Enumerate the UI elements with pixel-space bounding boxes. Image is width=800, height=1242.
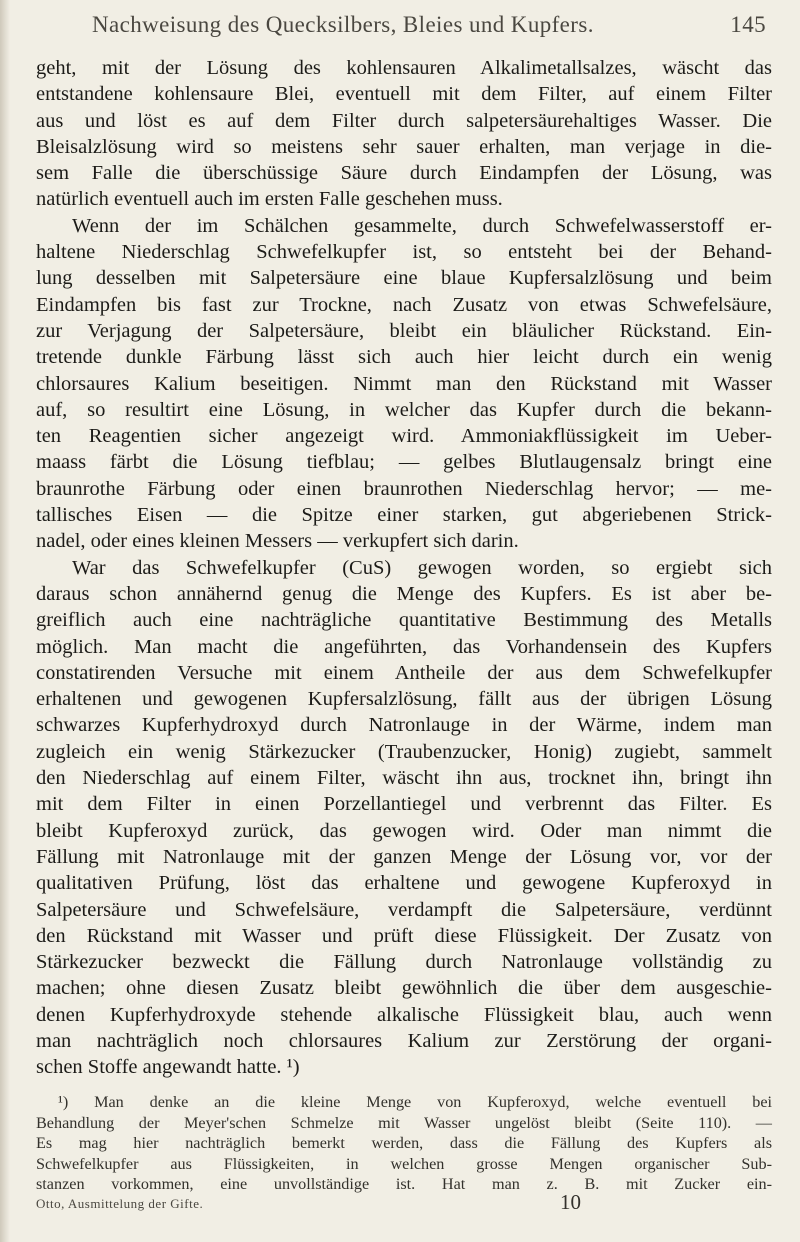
text-line: ten Reagentien sicher angezeigt wird. Ammoniakflüssigkeit im Ueber- [36, 425, 772, 448]
text-line: Fällung mit Natronlauge mit der ganzen Menge der Lösung vor, vor der [36, 845, 772, 868]
text-line: tretende dunkle Färbung lässt sich auch hier leicht durch ein wenig [36, 346, 772, 369]
footnote-line: stanzen vorkommen, eine unvollständige ist. Hat man z. B. mit Zucker ein- [36, 1175, 772, 1193]
text-line: Salpetersäure und Schwefelsäure, verdampft die Salpetersäure, verdünnt [36, 898, 772, 921]
text-line: den Niederschlag auf einem Filter, wäscht ihn aus, trocknet ihn, bringt ihn [36, 767, 772, 790]
text-line: zur Verjagung der Salpetersäure, bleibt ein bläulicher Rückstand. Ein- [36, 319, 772, 342]
text-line: daraus schon annähernd genug die Menge des Kupfers. Es ist aber be- [36, 582, 772, 605]
text-line: maass färbt die Lösung tiefblau; — gelbes Blutlaugensalz bringt eine [36, 451, 772, 474]
signature-mark: Otto, Ausmittelung der Gifte. [36, 1196, 204, 1211]
text-line: man nachträglich noch chlorsaures Kalium zur Zerstörung der organi- [36, 1029, 772, 1052]
signature-number: 10 [560, 1190, 581, 1214]
text-line: greiflich auch eine nachträgliche quantitative Bestimmung des Metalls [36, 609, 772, 632]
text-line: geht, mit der Lösung des kohlensauren Alkalimetallsalzes, wäscht das [36, 57, 772, 79]
footnote-line: Behandlung der Meyer'schen Schmelze mit Wasser ungelöst bleibt (Seite 110). — [36, 1113, 772, 1132]
running-header [92, 12, 772, 38]
text-line: natürlich eventuell auch im ersten Falle geschehen muss. [36, 188, 503, 211]
footnote-line: Es mag hier nachträglich bemerkt werden, dass die Fällung des Kupfers als [36, 1134, 772, 1152]
text-line: Eindampfen bis fast zur Trockne, nach Zusatz von etwas Schwefelsäure, [36, 293, 772, 316]
text-line: lung desselben mit Salpetersäure eine blaue Kupfersalzlösung und beim [36, 267, 772, 290]
text-line: braunrothe Färbung oder einen braunrothen Niederschlag hervor; — me- [36, 477, 772, 500]
footnote-line: Schwefelkupfer aus Flüssigkeiten, in welchen grosse Mengen organischer Sub- [36, 1154, 772, 1173]
text-line: bleibt Kupferoxyd zurück, das gewogen wird. Oder man nimmt die [36, 819, 772, 842]
running-title: Nachweisung des Quecksilbers, Bleies und Kupfers. [92, 12, 594, 37]
text-line: Bleisalzlösung wird so meistens sehr sauer erhalten, man verjage in die- [36, 135, 772, 158]
text-line: tallisches Eisen — die Spitze einer starken, gut abgeriebenen Strick- [36, 504, 772, 527]
text-line: constatirenden Versuche mit einem Antheile der aus dem Schwefelkupfer [36, 661, 772, 684]
page-edge-shadow [0, 0, 10, 1242]
text-line: Stärkezucker bezweckt die Fällung durch Natronlauge vollständig zu [36, 951, 772, 974]
text-line: möglich. Man macht die angeführten, das Vorhandensein des Kupfers [36, 635, 772, 658]
text-line: erhaltenen und gewogenen Kupfersalzlösung, fällt aus der übrigen Lösung [36, 688, 772, 711]
footnote-line: ¹) Man denke an die kleine Menge von Kupferoxyd, welche eventuell bei [58, 1093, 772, 1111]
text-line: zugleich ein wenig Stärkezucker (Traubenzucker, Honig) zugiebt, sammelt [36, 740, 772, 763]
text-line: War das Schwefelkupfer (CuS) gewogen worden, so ergiebt sich [72, 556, 772, 579]
text-line: haltene Niederschlag Schwefelkupfer ist, so entsteht bei der Behand- [36, 241, 772, 264]
text-line: qualitativen Prüfung, löst das erhaltene und gewogene Kupferoxyd in [36, 872, 772, 895]
footnote [36, 1092, 772, 1195]
text-line: nadel, oder eines kleinen Messers — verkupfert sich darin. [36, 530, 519, 553]
body-text [36, 55, 772, 1081]
text-line: denen Kupferhydroxyde stehende alkalische Flüssigkeit blau, auch wenn [36, 1003, 772, 1026]
text-line: mit dem Filter in einen Porzellantiegel und verbrennt das Filter. Es [36, 793, 772, 816]
text-line: schen Stoffe angewandt hatte. ¹) [36, 1056, 300, 1079]
text-line: sem Falle die überschüssige Säure durch Eindampfen der Lösung, was [36, 162, 772, 185]
text-line: den Rückstand mit Wasser und prüft diese Flüssigkeit. Der Zusatz von [36, 924, 772, 947]
text-line: aus und löst es auf dem Filter durch salpetersäurehaltiges Wasser. Die [36, 109, 772, 132]
page-number: 145 [730, 12, 766, 37]
text-line: entstandene kohlensaure Blei, eventuell mit dem Filter, auf einem Filter [36, 83, 772, 106]
text-line: schwarzes Kupferhydroxyd durch Natronlauge in der Wärme, indem man [36, 714, 772, 737]
text-line: chlorsaures Kalium beseitigen. Nimmt man den Rückstand mit Wasser [36, 372, 772, 395]
text-line: machen; ohne diesen Zusatz bleibt gewöhnlich die über dem ausgeschie- [36, 977, 772, 1000]
text-line: auf, so resultirt eine Lösung, in welcher das Kupfer durch die bekann- [36, 398, 772, 421]
text-line: Wenn der im Schälchen gesammelte, durch Schwefelwasserstoff er- [72, 214, 772, 237]
